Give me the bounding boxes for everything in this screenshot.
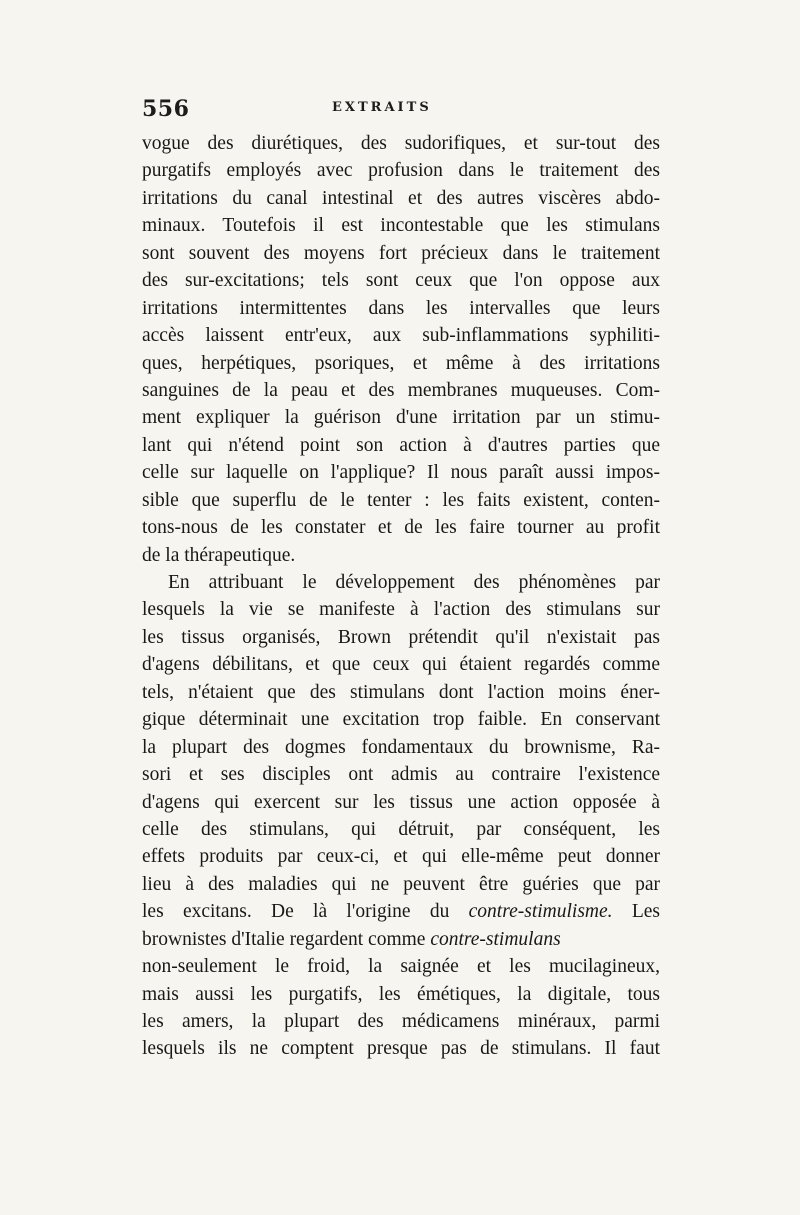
page-number: 556	[142, 96, 190, 122]
text-line: sible que superflu de le tenter : les faits existent, conten-	[142, 489, 660, 511]
text-line: effets produits par ceux-ci, et qui elle-même peut donner	[142, 846, 660, 868]
text-line: celle sur laquelle on l'applique? Il nous paraît aussi impos-	[142, 462, 660, 484]
italic-term: contre-stimulisme.	[468, 901, 613, 923]
text-line: la plupart des dogmes fondamentaux du brownisme, Ra-	[142, 736, 660, 758]
text-line: les amers, la plupart des médicamens minéraux, parmi	[142, 1011, 660, 1032]
running-title: EXTRAITS	[332, 100, 432, 115]
text-line: irritations du canal intestinal et des autres viscères abdo-	[142, 187, 660, 209]
text-line: d'agens qui exercent sur les tissus une action opposée à	[142, 791, 660, 813]
text-line	[142, 898, 660, 925]
text-line: celle des stimulans, qui détruit, par conséquent, les	[142, 818, 660, 840]
text-line: tels, n'étaient que des stimulans dont l'action moins éner-	[142, 681, 660, 703]
text-line: accès laissent entr'eux, aux sub-inflammations syphiliti-	[142, 325, 660, 347]
text-line: sanguines de la peau et des membranes muqueuses. Com-	[142, 379, 660, 401]
text-line: ment expliquer la guérison d'une irritation par un stimu-	[142, 407, 660, 429]
text-line-paragraph-end: de la thérapeutique.	[142, 544, 296, 566]
text-line: d'agens débilitans, et que ceux qui étaient regardés comme	[142, 654, 660, 676]
text-line: sori et ses disciples ont admis au contraire l'existence	[142, 764, 660, 786]
text-line: mais aussi les purgatifs, les émétiques, la digitale, tous	[142, 983, 660, 1005]
text-line: gique déterminait une excitation trop faible. En conservant	[142, 709, 660, 731]
text-line: vogue des diurétiques, des sudorifiques, et sur-tout des	[142, 133, 660, 154]
text-line: tons-nous de les constater et de les faire tourner au profit	[142, 517, 660, 539]
body-text	[142, 130, 660, 1063]
text-line: lesquels la vie se manifeste à l'action des stimulans sur	[142, 599, 660, 621]
text-line: sont souvent des moyens fort précieux dans le traitement	[142, 242, 660, 264]
text-line: purgatifs employés avec profusion dans le traitement des	[142, 160, 660, 182]
line-text-after: Les	[612, 901, 660, 923]
text-line-paragraph-start: En attribuant le développement des phénomènes par	[168, 572, 660, 593]
italic-term: contre-stimulans	[430, 928, 561, 950]
text-line: ques, herpétiques, psoriques, et même à des irritations	[142, 352, 660, 374]
text-line: les tissus organisés, Brown prétendit qu'il n'existait pas	[142, 626, 660, 648]
text-line: non-seulement le froid, la saignée et les mucilagineux,	[142, 956, 660, 978]
running-head	[142, 96, 660, 126]
line-text-before: les excitans. De là l'origine du	[142, 901, 469, 923]
text-line	[142, 926, 660, 953]
text-line: des sur-excitations; tels sont ceux que l'on oppose aux	[142, 270, 660, 292]
text-line: minaux. Toutefois il est incontestable que les stimulans	[142, 215, 660, 237]
text-line: irritations intermittentes dans les intervalles que leurs	[142, 297, 660, 319]
text-line: lant qui n'étend point son action à d'autres parties que	[142, 434, 660, 456]
text-line: lieu à des maladies qui ne peuvent être guéries que par	[142, 873, 660, 895]
text-line: lesquels ils ne comptent presque pas de stimulans. Il faut	[142, 1038, 660, 1060]
line-text-before: brownistes d'Italie regardent comme	[142, 928, 431, 950]
